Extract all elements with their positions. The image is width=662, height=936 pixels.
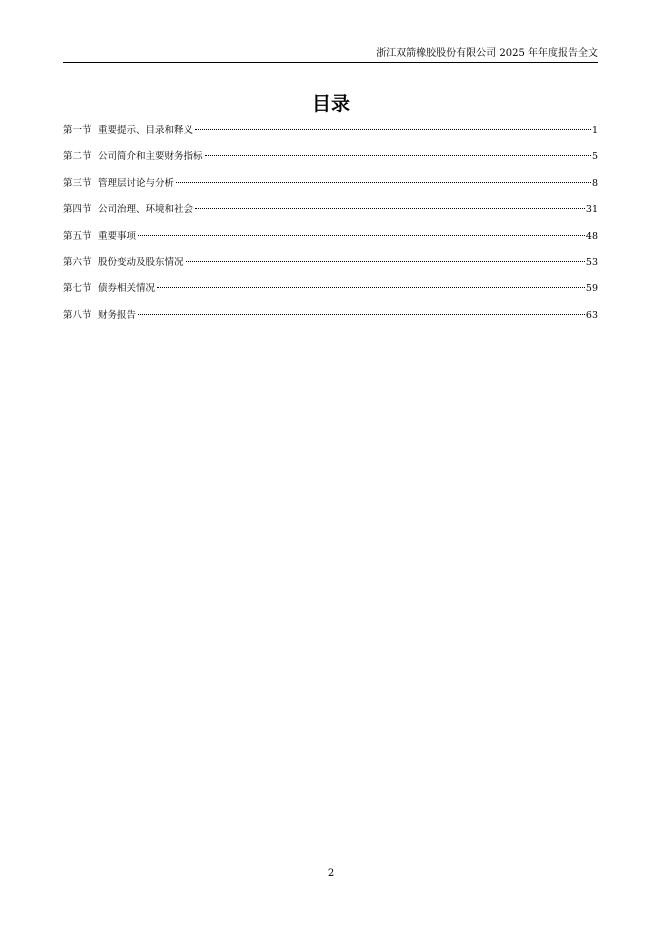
toc-section-number: 第五节: [63, 230, 92, 242]
toc-section-number: 第八节: [63, 309, 92, 321]
toc-section-number: 第三节: [63, 177, 92, 189]
toc-dot-leader: [186, 261, 585, 262]
toc-section-number: 第六节: [63, 256, 92, 268]
toc-section-number: 第七节: [63, 283, 92, 295]
toc-dot-leader: [195, 208, 585, 209]
toc-dot-leader: [138, 314, 585, 315]
header-rule: [63, 62, 598, 63]
toc-title: 目录: [311, 93, 350, 115]
toc-dot-leader: [138, 235, 585, 236]
toc-section-title: 财务报告: [98, 309, 137, 321]
toc-entry-section-7[interactable]: [63, 282, 598, 308]
toc-section-number: 第二节: [63, 151, 92, 163]
toc-page-number: 5: [591, 151, 598, 163]
toc-entry-section-5[interactable]: [63, 230, 598, 256]
toc-page-number: 48: [585, 230, 598, 242]
table-of-contents: [63, 124, 598, 335]
toc-entry-section-4[interactable]: [63, 203, 598, 229]
toc-entry-section-2[interactable]: [63, 150, 598, 176]
toc-page-number: 53: [585, 256, 598, 268]
toc-section-title: 公司简介和主要财务指标: [98, 151, 203, 163]
toc-dot-leader: [195, 129, 591, 130]
toc-page-number: 59: [585, 283, 598, 295]
toc-page-number: 31: [585, 204, 598, 216]
toc-section-title: 债券相关情况: [98, 283, 156, 295]
toc-section-number: 第四节: [63, 204, 92, 216]
toc-section-title: 公司治理、环境和社会: [98, 204, 194, 216]
toc-section-title: 重要事项: [98, 230, 137, 242]
toc-page-number: 63: [585, 309, 598, 321]
toc-entry-section-8[interactable]: [63, 309, 598, 335]
toc-section-title: 股份变动及股东情况: [98, 256, 184, 268]
toc-dot-leader: [176, 182, 591, 183]
toc-entry-section-6[interactable]: [63, 256, 598, 282]
toc-entry-section-3[interactable]: [63, 177, 598, 203]
toc-page-number: 1: [591, 125, 598, 136]
toc-dot-leader: [205, 155, 591, 156]
toc-entry-section-1[interactable]: [63, 124, 598, 150]
toc-section-title: 管理层讨论与分析: [98, 177, 175, 189]
running-header: 浙江双箭橡胶股份有限公司 2025 年年度报告全文: [376, 48, 598, 59]
page-number: 2: [327, 868, 335, 879]
toc-section-title: 重要提示、目录和释义: [98, 125, 194, 136]
toc-dot-leader: [157, 287, 585, 288]
toc-page-number: 8: [591, 177, 598, 189]
toc-section-number: 第一节: [63, 125, 92, 136]
